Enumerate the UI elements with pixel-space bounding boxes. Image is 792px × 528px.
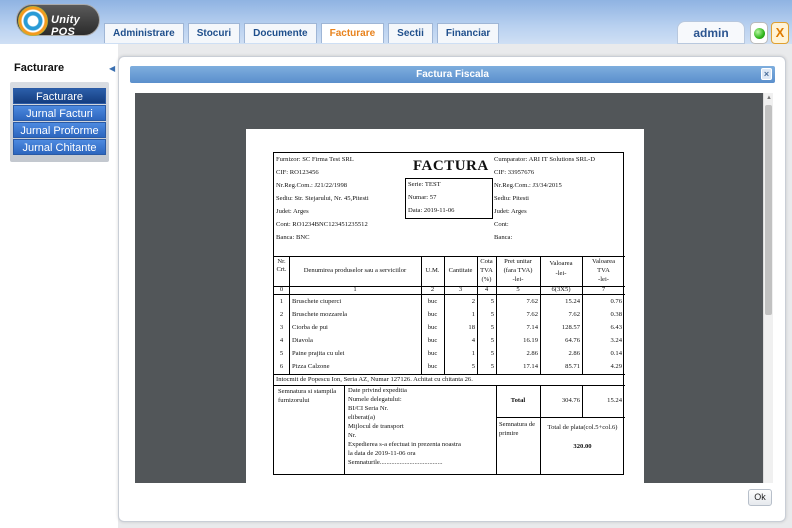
expedition-details: Date privind expeditia Numele delegatului: BI/CI Seria Nr. eliberat(a) Mijlocul de transport Nr. Expedierea s-a efectuat in prezenta noastra la data de 2019-11-06 ora Semnaturile...................................... bbox=[348, 387, 461, 466]
tab-sectii[interactable]: Sectii bbox=[388, 23, 433, 43]
total-label: Total bbox=[510, 397, 526, 404]
row-value: 64.76 bbox=[565, 337, 580, 344]
table-row bbox=[274, 363, 625, 375]
row-um: buc bbox=[427, 324, 438, 331]
invoice-date: Data: 2019-11-06 bbox=[408, 207, 455, 214]
col-index: 0 bbox=[279, 286, 284, 293]
row-nr: 1 bbox=[279, 298, 284, 305]
row-name: Pizza Calzone bbox=[292, 363, 330, 370]
online-status-icon[interactable] bbox=[750, 22, 768, 44]
header-vat-value: Valoarea TVA -lei- bbox=[591, 258, 616, 283]
row-price: 7.62 bbox=[526, 298, 538, 305]
row-price: 7.14 bbox=[526, 324, 538, 331]
row-qty: 5 bbox=[471, 363, 475, 370]
row-tva: 0.14 bbox=[610, 350, 622, 357]
table-row bbox=[274, 311, 625, 323]
row-name: Paine prajita cu ulei bbox=[292, 350, 345, 357]
row-vat: 5 bbox=[490, 324, 494, 331]
collapse-arrow-icon[interactable]: ◀ bbox=[109, 64, 116, 73]
row-um: buc bbox=[427, 311, 438, 318]
row-um: buc bbox=[427, 350, 438, 357]
supplier-bank: Banca: BNC bbox=[276, 234, 310, 241]
table-row bbox=[274, 324, 625, 336]
row-vat: 5 bbox=[490, 363, 494, 370]
row-qty: 2 bbox=[471, 298, 475, 305]
row-nr: 5 bbox=[279, 350, 284, 357]
row-vat: 5 bbox=[490, 311, 494, 318]
close-icon[interactable]: × bbox=[761, 68, 772, 80]
buyer-address: Sediu: Pitesti bbox=[494, 195, 529, 202]
tab-financiar[interactable]: Financiar bbox=[437, 23, 499, 43]
row-qty: 1 bbox=[471, 311, 475, 318]
row-vat: 5 bbox=[490, 298, 494, 305]
ok-button[interactable]: Ok bbox=[748, 489, 772, 506]
row-qty: 1 bbox=[471, 350, 475, 357]
user-name[interactable]: admin bbox=[677, 21, 745, 44]
invoice-title: FACTURA bbox=[413, 158, 489, 174]
header-value: Valoarea -lei- bbox=[549, 260, 573, 277]
buyer-account: Cont: bbox=[494, 221, 509, 228]
buyer-bank: Banca: bbox=[494, 234, 513, 241]
col-index: 6(3X5) bbox=[551, 286, 571, 293]
row-price: 16.19 bbox=[523, 337, 538, 344]
col-index: 3 bbox=[458, 286, 463, 293]
col-index: 5 bbox=[516, 286, 520, 293]
unity-pos-logo bbox=[16, 4, 100, 36]
row-tva: 6.43 bbox=[610, 324, 622, 331]
row-tva: 3.24 bbox=[610, 337, 622, 344]
header-name: Denumirea produselor sau a serviciilor bbox=[303, 267, 407, 274]
supplier-account: Cont: RO1234BNC123451235512 bbox=[276, 221, 368, 228]
sidebar-item-jurnal-facturi[interactable]: Jurnal Facturi bbox=[13, 105, 106, 121]
row-value: 7.62 bbox=[568, 311, 580, 318]
table-row bbox=[274, 298, 625, 310]
row-tva: 4.29 bbox=[610, 363, 622, 370]
modal-title: Factura Fiscala bbox=[416, 69, 489, 80]
row-um: buc bbox=[427, 337, 438, 344]
modal-titlebar bbox=[130, 66, 775, 83]
col-index: 7 bbox=[601, 286, 606, 293]
row-vat: 5 bbox=[490, 337, 494, 344]
sidebar-title: Facturare bbox=[14, 62, 65, 74]
receipt-signature-label: Semnatura de primire bbox=[499, 421, 536, 437]
supplier-cif: CIF: RO123456 bbox=[276, 169, 319, 176]
row-name: Bruschete mozzarela bbox=[292, 311, 348, 318]
table-row bbox=[274, 350, 625, 362]
scrollbar-thumb[interactable] bbox=[765, 105, 772, 315]
tab-stocuri[interactable]: Stocuri bbox=[188, 23, 240, 43]
sidebar-item-jurnal-chitante[interactable]: Jurnal Chitante bbox=[13, 139, 106, 155]
supplier-reg: Nr.Reg.Com.: J21/22/1998 bbox=[276, 182, 348, 189]
row-um: buc bbox=[427, 363, 438, 370]
buyer-cif: CIF: 33957676 bbox=[494, 169, 535, 176]
logo-text: Unity POS bbox=[51, 14, 80, 38]
supplier-name: Furnizor: SC Firma Test SRL bbox=[276, 156, 354, 163]
tab-facturare[interactable]: Facturare bbox=[321, 23, 385, 43]
row-vat: 5 bbox=[490, 350, 494, 357]
header-nr: Nr. Crt. bbox=[276, 258, 287, 273]
row-value: 85.71 bbox=[565, 363, 580, 370]
exit-button[interactable]: X bbox=[771, 22, 789, 44]
row-name: Diavola bbox=[292, 337, 313, 344]
tab-administrare[interactable]: Administrare bbox=[104, 23, 184, 43]
table-row bbox=[274, 337, 625, 349]
total-vat: 15.24 bbox=[607, 397, 622, 404]
row-price: 17.14 bbox=[523, 363, 538, 370]
invoice-series: Serie: TEST bbox=[408, 181, 441, 188]
tab-documente[interactable]: Documente bbox=[244, 23, 316, 43]
header-um: U.M. bbox=[425, 267, 440, 274]
sidebar-item-jurnal-proforme[interactable]: Jurnal Proforme bbox=[13, 122, 106, 138]
buyer-county: Judet: Arges bbox=[494, 208, 527, 215]
row-price: 2.86 bbox=[526, 350, 538, 357]
col-index: 2 bbox=[430, 286, 435, 293]
invoice-number: Numar: 57 bbox=[408, 194, 437, 201]
invoice bbox=[273, 152, 624, 475]
row-qty: 4 bbox=[471, 337, 475, 344]
row-nr: 3 bbox=[279, 324, 284, 331]
row-name: Ciorba de pui bbox=[292, 324, 328, 331]
header-qty: Cantitate bbox=[448, 267, 473, 274]
main-tabs bbox=[104, 23, 499, 43]
sidebar-menu bbox=[10, 82, 109, 162]
row-nr: 2 bbox=[279, 311, 284, 318]
logo-ring-icon bbox=[18, 6, 48, 36]
row-um: buc bbox=[427, 298, 438, 305]
supplier-county: Judet: Arges bbox=[276, 208, 309, 215]
row-tva: 0.76 bbox=[610, 298, 622, 305]
sidebar bbox=[0, 44, 118, 528]
header-unit-price: Pret unitar (fara TVA) -lei- bbox=[503, 258, 533, 283]
scroll-up-icon[interactable]: ▲ bbox=[766, 95, 772, 101]
row-name: Bruschete ciuperci bbox=[292, 298, 342, 305]
supplier-stamp-label: Semnatura si stampila furnizorului bbox=[278, 388, 337, 404]
issued-note: Intocmit de Popescu Ion, Seria AZ, Numar 127126. Achitat cu chitanta 26. bbox=[276, 376, 473, 383]
document-info-box bbox=[405, 178, 493, 219]
row-nr: 4 bbox=[279, 337, 284, 344]
total-value: 304.76 bbox=[561, 397, 580, 404]
row-value: 128.57 bbox=[561, 324, 580, 331]
viewer-scrollbar[interactable] bbox=[763, 93, 773, 483]
col-index: 4 bbox=[484, 286, 489, 293]
row-qty: 18 bbox=[468, 324, 475, 331]
header-vat-rate: Cota TVA (%) bbox=[480, 258, 493, 283]
supplier-address: Sediu: Str. Stejarului, Nr. 45,Pitesti bbox=[276, 195, 369, 202]
row-nr: 6 bbox=[279, 363, 284, 370]
total-to-pay-label: Total de plata(col.5+col.6) bbox=[547, 424, 618, 431]
total-to-pay-value: 320.00 bbox=[573, 443, 592, 450]
row-tva: 0.38 bbox=[610, 311, 622, 318]
sidebar-item-facturare[interactable]: Facturare bbox=[13, 88, 106, 104]
buyer-name: Cumparator: ARI IT Solutions SRL-D bbox=[494, 156, 595, 163]
row-value: 15.24 bbox=[565, 298, 580, 305]
row-price: 7.62 bbox=[526, 311, 538, 318]
col-index: 1 bbox=[353, 286, 357, 293]
buyer-reg: Nr.Reg.Com.: J3/34/2015 bbox=[494, 182, 562, 189]
row-value: 2.86 bbox=[568, 350, 580, 357]
